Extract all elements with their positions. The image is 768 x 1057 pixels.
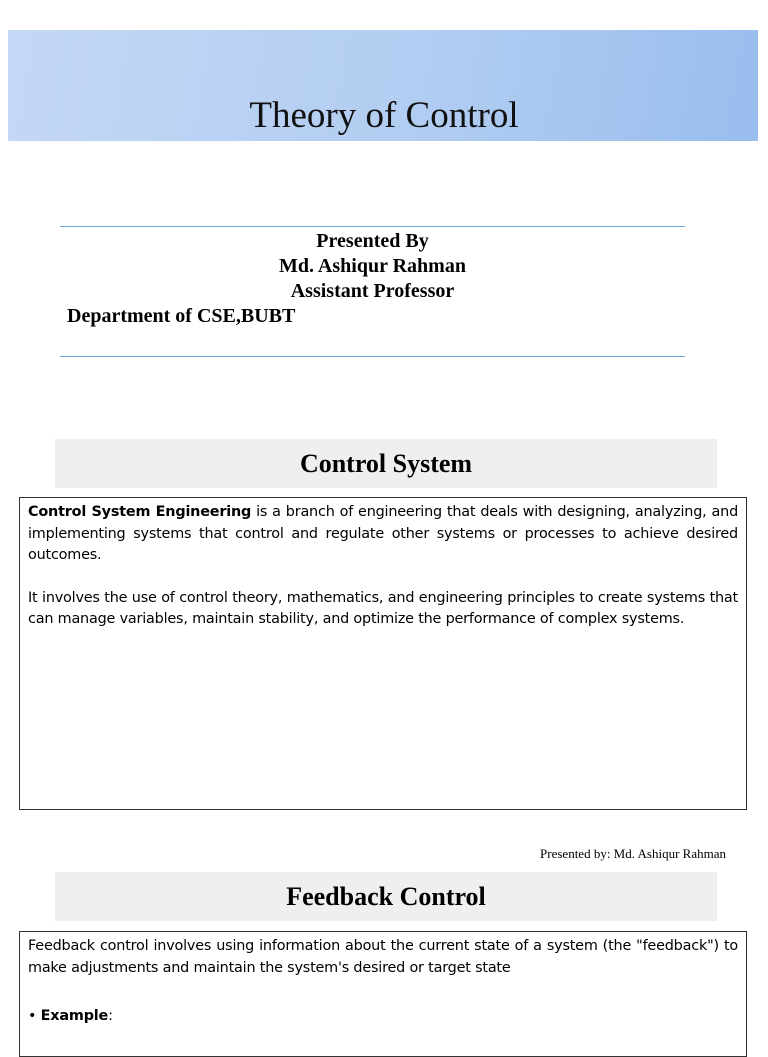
example-colon: : [108, 1008, 113, 1024]
divider-bottom [60, 356, 685, 357]
presented-by-label: Presented By [316, 230, 429, 252]
presenter-department: Department of CSE,BUBT [67, 305, 296, 327]
example-bullet: • Example: [28, 1008, 113, 1024]
slide-title: Theory of Control [249, 95, 519, 136]
control-system-paragraph-1 [28, 502, 738, 567]
control-system-paragraph-2: It involves the use of control theory, mathematics, and engineering principles to create systems that can manage variables, maintain stability, and optimize the performance of complex systems. [28, 589, 738, 627]
feedback-control-heading: Feedback Control [55, 872, 717, 921]
presenter-block [0, 229, 768, 329]
control-system-definition: is a branch of engineering that deals with designing, analyzing, and implementing systems that control and regulate other systems or processes to achieve desired outcomes. [28, 504, 738, 563]
feedback-control-textbox [19, 931, 747, 1057]
feedback-control-paragraph: Feedback control involves using information about the current state of a system (the "feedback") to make adjustments and maintain the system's desired or target state [28, 938, 738, 976]
control-system-textbox [19, 497, 747, 810]
footer-credit: Presented by: Md. Ashiqur Rahman [540, 846, 726, 861]
control-system-heading: Control System [55, 439, 717, 488]
presenter-designation: Assistant Professor [290, 280, 455, 302]
control-system-term: Control System Engineering [28, 504, 252, 520]
presenter-name: Md. Ashiqur Rahman [279, 255, 466, 277]
example-label: Example [40, 1008, 109, 1024]
divider-top [60, 226, 685, 227]
